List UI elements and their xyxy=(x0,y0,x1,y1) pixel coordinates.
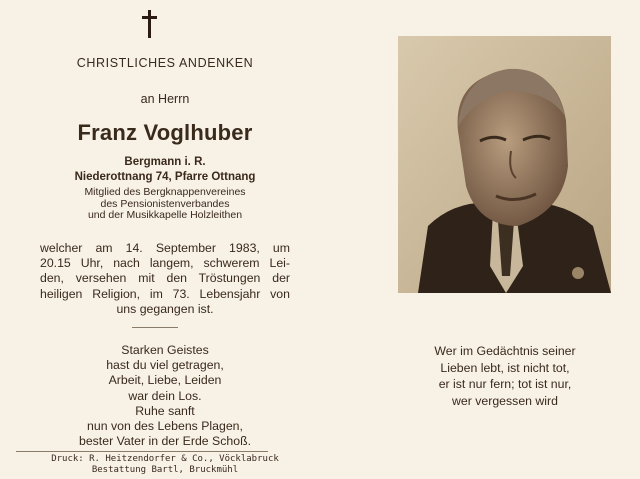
portrait-photo xyxy=(398,36,611,293)
poem-line: war dein Los. xyxy=(128,388,202,403)
card-left-column xyxy=(40,0,290,479)
card-heading: CHRISTLICHES ANDENKEN xyxy=(76,56,254,70)
left-poem xyxy=(40,343,290,449)
divider xyxy=(132,327,178,328)
printer-credits xyxy=(40,454,290,476)
printer-line: Druck: R. Heitzendorfer & Co., Vöcklabruck xyxy=(51,454,279,464)
address: Niederottnang 74, Pfarre Ottnang xyxy=(74,171,256,183)
poem-line: nun von des Lebens Plagen, xyxy=(87,419,243,434)
death-notice-text xyxy=(40,241,290,317)
cross-icon xyxy=(140,10,160,38)
poem-line: hast du viel getragen, xyxy=(106,358,224,373)
text-line: heiligen Religion, im 73. Lebensjahr von xyxy=(40,286,290,301)
poem-line: Ruhe sanft xyxy=(135,403,195,418)
poem-line: wer vergessen wird xyxy=(452,393,558,408)
poem-line: bester Vater in der Erde Schoß. xyxy=(78,434,251,449)
text-line: uns gegangen ist. xyxy=(116,301,214,316)
deceased-name: Franz Voglhuber xyxy=(77,120,253,145)
memberships xyxy=(40,187,290,222)
poem-line: Arbeit, Liebe, Leiden xyxy=(108,373,222,388)
poem-line: er ist nur fern; tot ist nur, xyxy=(438,377,572,391)
membership-line: und der Musikkapelle Holzleithen xyxy=(87,209,243,221)
portrait-image xyxy=(398,36,611,293)
undertaker-line: Bestattung Bartl, Bruckmühl xyxy=(91,465,239,475)
salutation: an Herrn xyxy=(140,92,190,106)
membership-line: des Pensionistenverbandes xyxy=(100,197,230,210)
text-line: 20.15 Uhr, nach langem, schwerem Lei- xyxy=(40,256,290,271)
text-line: welcher am 14. September 1983, um xyxy=(40,241,290,255)
occupation: Bergmann i. R. xyxy=(124,156,206,168)
footer-divider xyxy=(16,451,268,452)
poem-line: Lieben lebt, ist nicht tot, xyxy=(440,360,570,375)
membership-line: Mitglied des Bergknappenvereines xyxy=(84,186,246,198)
poem-line: Wer im Gedächtnis seiner xyxy=(434,344,576,358)
right-poem xyxy=(390,343,620,409)
poem-line: Starken Geistes xyxy=(121,343,209,357)
text-line: den, versehen mit den Tröstungen der xyxy=(40,271,290,286)
